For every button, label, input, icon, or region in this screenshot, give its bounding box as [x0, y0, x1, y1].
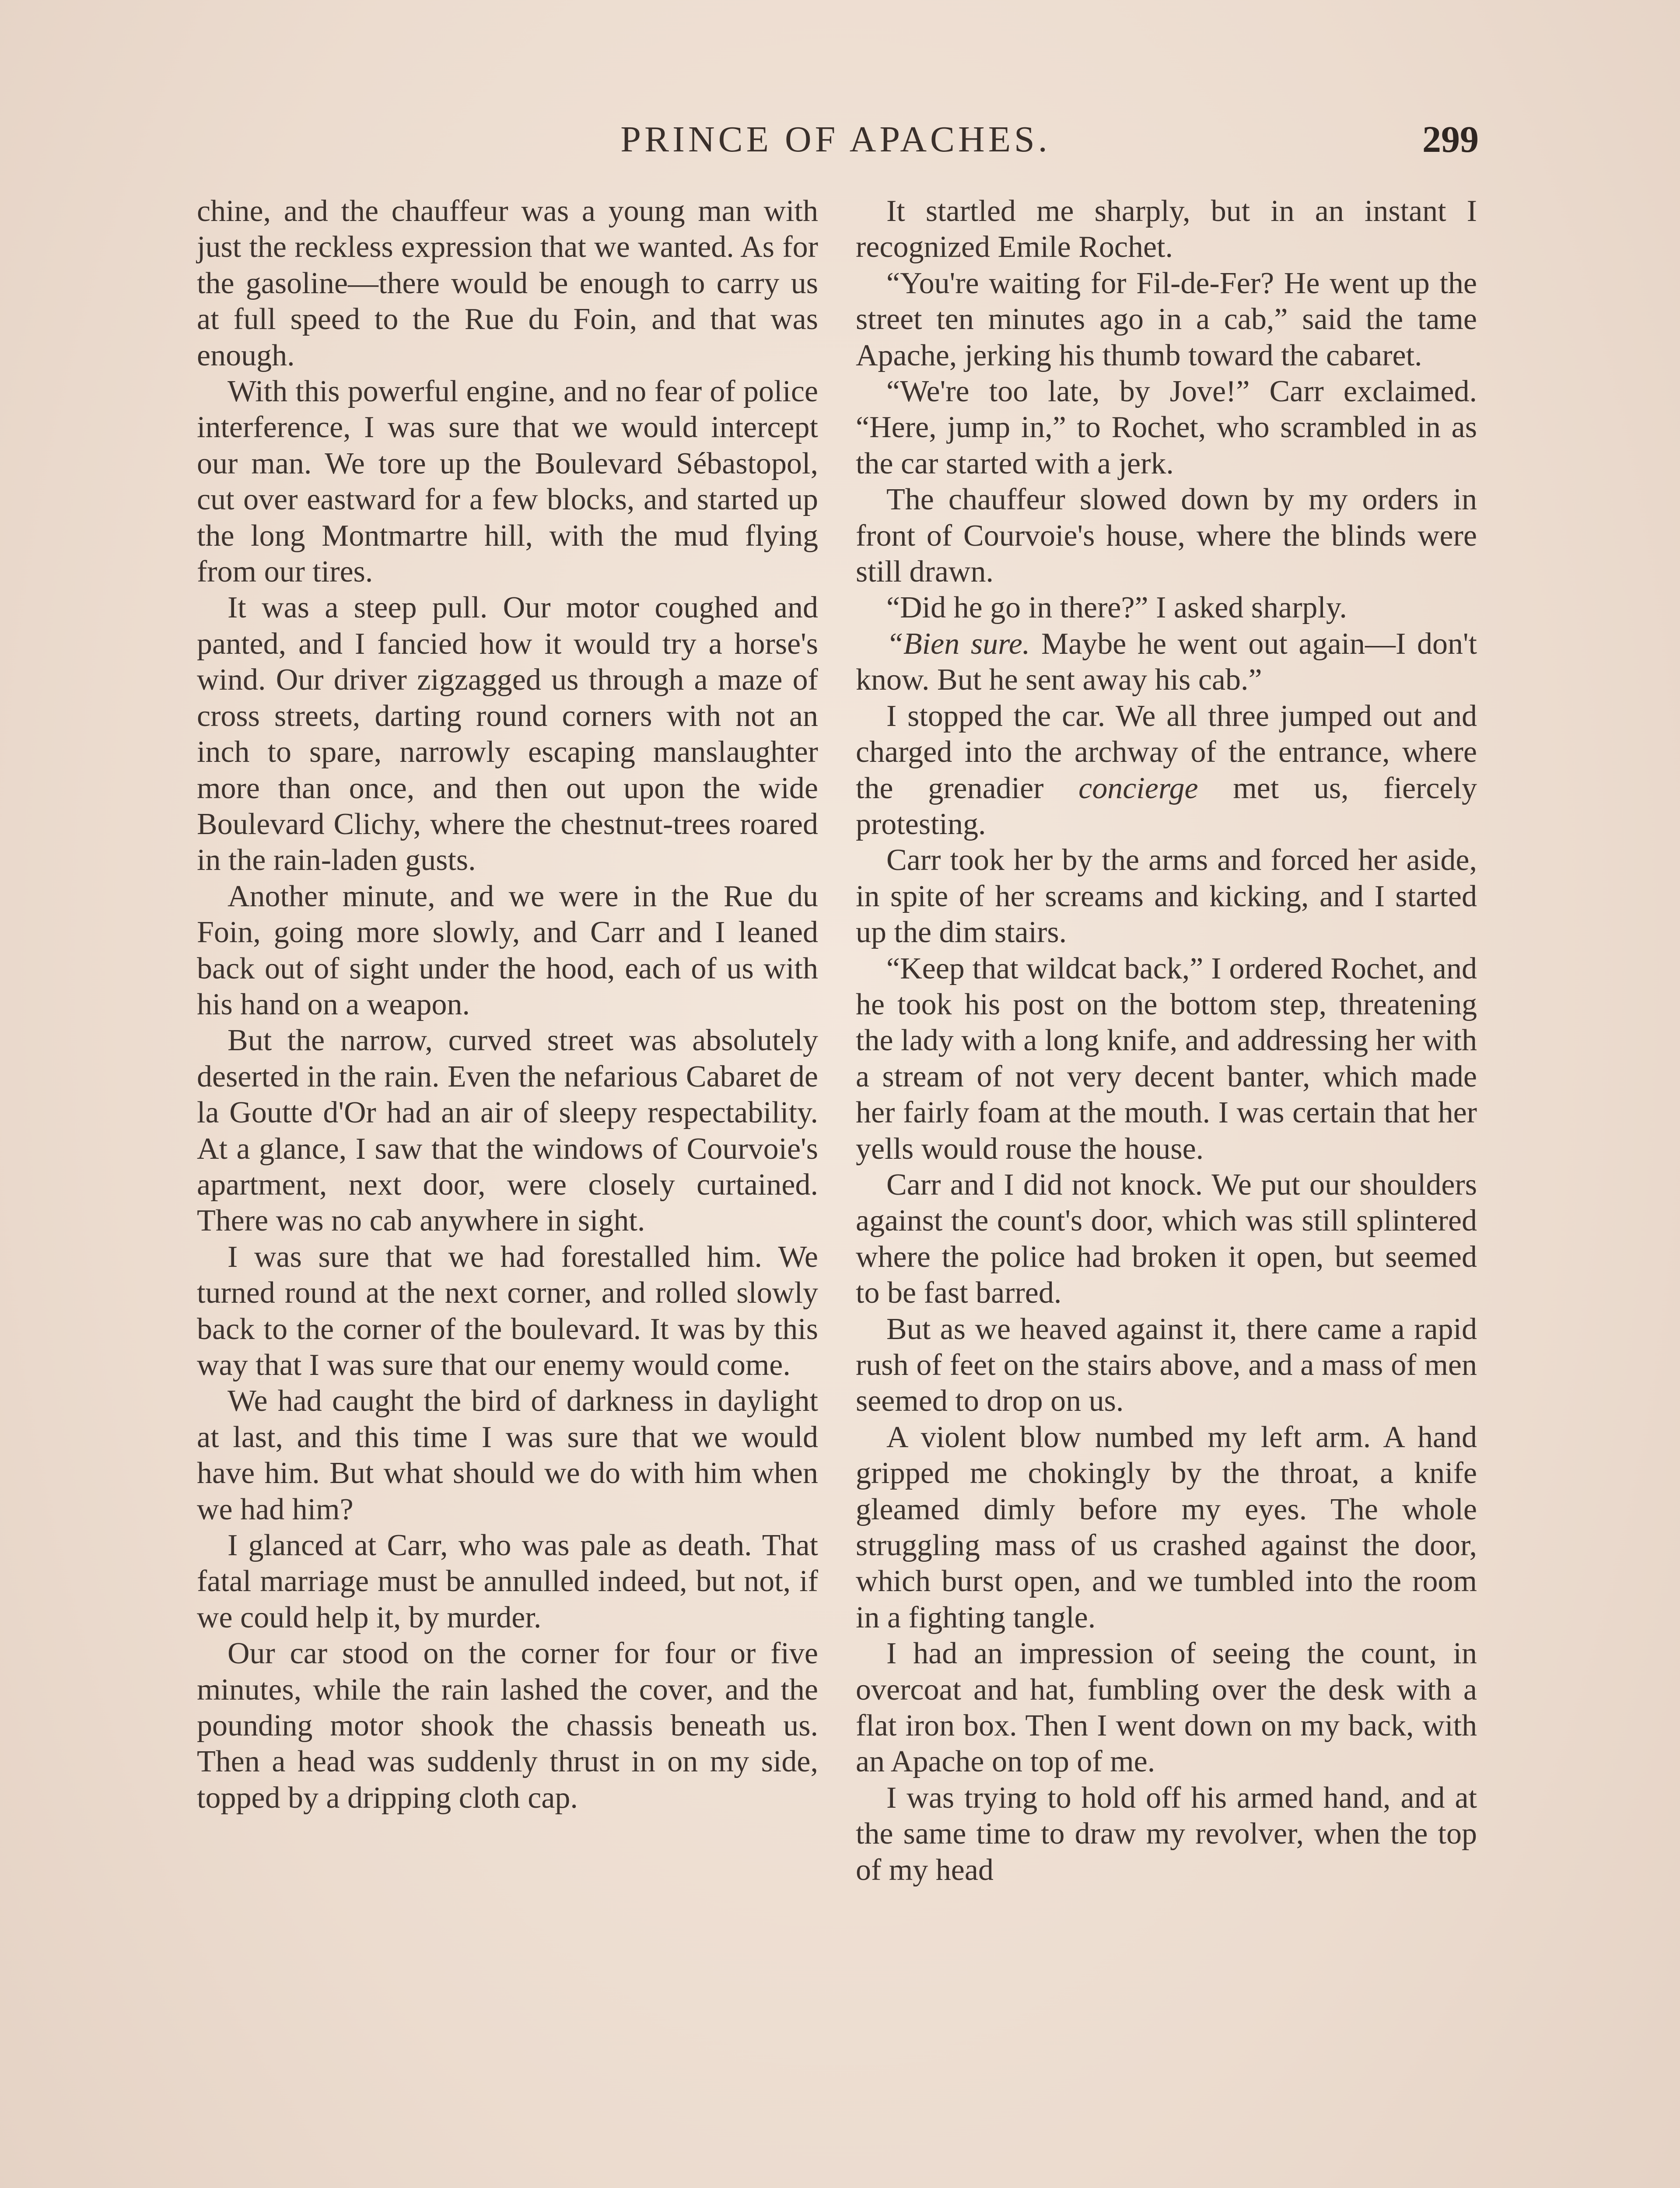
paragraph: Another minute, and we were in the Rue du Foin, going more slowly, and Carr and I leaned back out of sight under the hood, each of us with his hand on a weapon. — [197, 879, 818, 1021]
italic-word: concierge — [1078, 771, 1198, 805]
paragraph: “You're waiting for Fil-de-Fer? He went up the street ten minutes ago in a cab,” said the tame Apache, jerking his thumb toward the cabaret. — [856, 266, 1477, 372]
paragraph-text: Maybe he went out again—I don't know. But he sent away his cab.” — [856, 627, 1477, 697]
paragraph: But as we heaved against it, there came a rapid rush of feet on the stairs above, and a mass of men seemed to drop on us. — [856, 1312, 1477, 1418]
paragraph: A violent blow numbed my left arm. A hand gripped me chokingly by the throat, a knife gleamed dimly before my eyes. The whole struggling mass of us crashed against the door, which burst open, and we tumbled into the room in a fighting tangle. — [856, 1420, 1477, 1634]
paragraph: Carr and I did not knock. We put our shoulders against the count's door, which was still splintered where the police had broken it open, but seemed to be fast barred. — [856, 1168, 1477, 1310]
page-number: 299 — [1422, 118, 1479, 160]
right-text-column — [856, 193, 1477, 1888]
paragraph-concierge — [856, 698, 1477, 843]
running-title: PRINCE OF APACHES. — [620, 119, 1051, 160]
paragraph: We had caught the bird of darkness in daylight at last, and this time I was sure that we would have him. But what should we do with him when we had him? — [197, 1384, 818, 1526]
paragraph: I had an impression of seeing the count, in overcoat and hat, fumbling over the desk with a flat iron box. Then I went down on my back, with an Apache on top of me. — [856, 1637, 1477, 1779]
paragraph: But the narrow, curved street was absolutely deserted in the rain. Even the nefarious Cabaret de la Goutte d'Or had an air of sleepy respectability. At a glance, I saw that the windows of Courvoie's apartment, next door, were closely curtained. There was no cab anywhere in sight. — [197, 1024, 818, 1238]
paragraph-text: met us, fiercely protesting. — [856, 771, 1477, 841]
paragraph: It was a steep pull. Our motor coughed and panted, and I fancied how it would try a horse's wind. Our driver zigzagged us through a maze of cross streets, darting round corners with not an inch to spare, narrowly escaping manslaughter more than once, and then out upon the wide Boulevard Clichy, where the chestnut-trees roared in the rain-laden gusts. — [197, 591, 818, 877]
paragraph: I was sure that we had forestalled him. We turned round at the next corner, and rolled slowly back to the corner of the boulevard. It was by this way that I was sure that our enemy would come. — [197, 1240, 818, 1382]
paragraph: Our car stood on the corner for four or five minutes, while the rain lashed the cover, and the pounding motor shook the chassis beneath us. Then a head was suddenly thrust in on my side, topped by a dripping cloth cap. — [197, 1637, 818, 1815]
paragraph: Carr took her by the arms and forced her aside, in spite of her screams and kicking, and I started up the dim stairs. — [856, 843, 1477, 950]
italic-phrase: “Bien sure. — [886, 627, 1030, 661]
paragraph: I was trying to hold off his armed hand, and at the same time to draw my revolver, when the top of my head — [856, 1781, 1477, 1887]
paragraph: “We're too late, by Jove!” Carr exclaimed. “Here, jump in,” to Rochet, who scrambled in as the car started with a jerk. — [856, 375, 1477, 480]
left-text-column — [197, 193, 818, 1816]
paragraph: “Keep that wildcat back,” I ordered Rochet, and he took his post on the bottom step, threatening the lady with a long knife, and addressing her with a stream of not very decent banter, which made her fairly foam at the mouth. I was certain that her yells would rouse the house. — [856, 951, 1477, 1166]
paragraph: The chauffeur slowed down by my orders in front of Courvoie's house, where the blinds were still drawn. — [856, 483, 1477, 589]
page-header — [192, 118, 1479, 166]
paragraph: With this powerful engine, and no fear of police interference, I was sure that we would intercept our man. We tore up the Boulevard Sébastopol, cut over eastward for a few blocks, and started up the long Montmartre hill, with the mud flying from our tires. — [197, 375, 818, 589]
paragraph: chine, and the chauffeur was a young man with just the reckless expression that we wanted. As for the gasoline—there would be enough to carry us at full speed to the Rue du Foin, and that was enough. — [197, 194, 818, 372]
paragraph: “Did he go in there?” I asked sharply. — [886, 591, 1347, 625]
paragraph-text: I stopped the car. We all three jumped out and charged into the archway of the entrance, where the grenadier — [856, 699, 1477, 805]
paragraph: I glanced at Carr, who was pale as death. That fatal marriage must be annulled indeed, but not, if we could help it, by murder. — [197, 1529, 818, 1634]
paragraph-bien-sure — [856, 626, 1477, 698]
paragraph: It startled me sharply, but in an instant I recognized Emile Rochet. — [856, 194, 1477, 264]
